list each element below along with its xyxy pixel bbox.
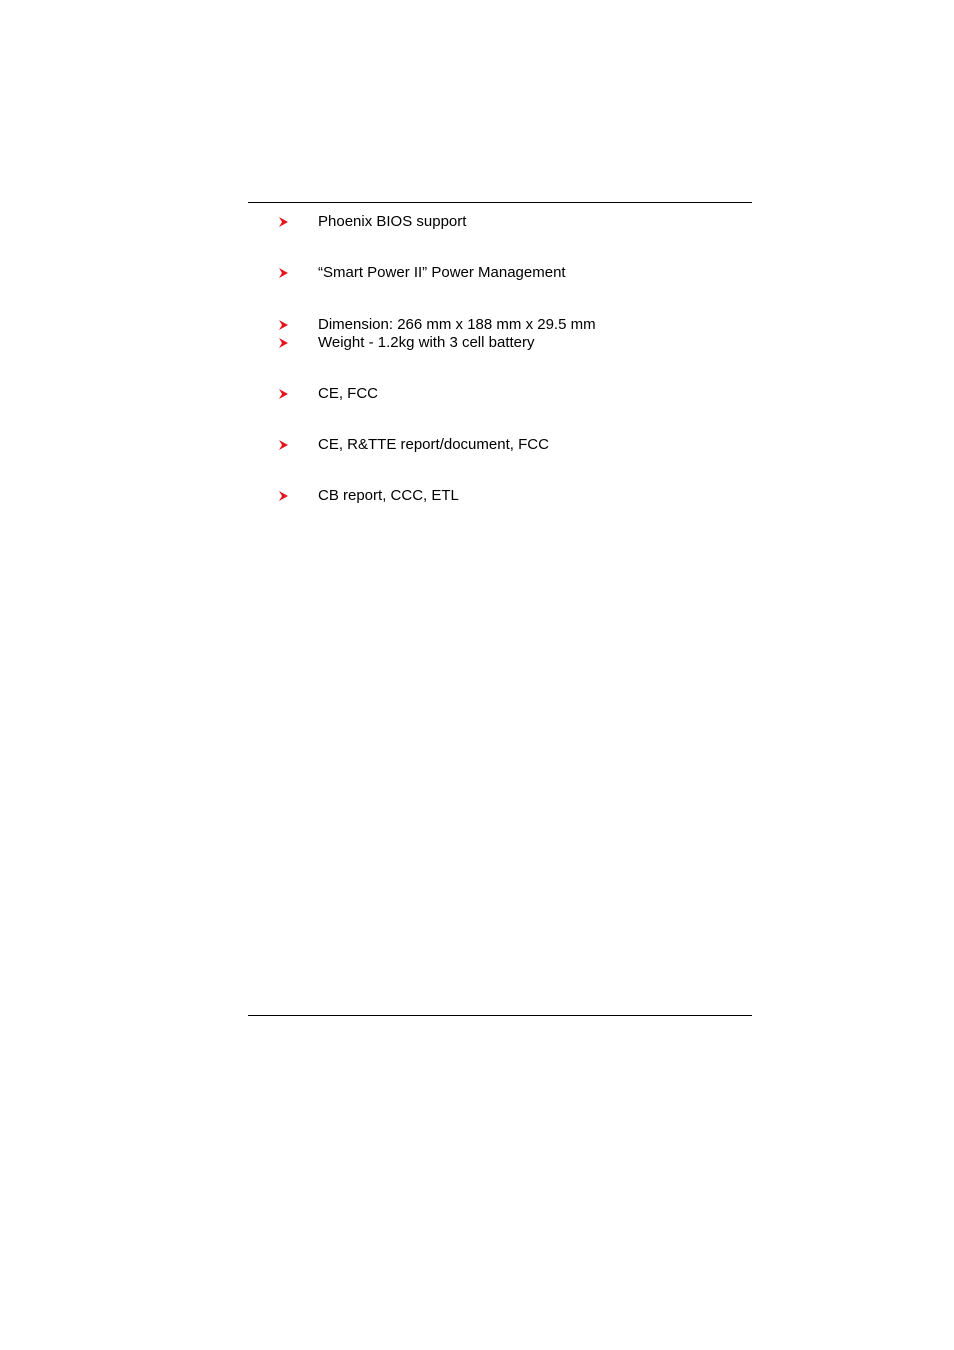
arrow-bullet-icon (276, 266, 290, 280)
list-item (276, 315, 596, 335)
arrow-bullet-icon (276, 387, 290, 401)
arrow-bullet-icon (276, 336, 290, 350)
arrow-bullet-icon (276, 318, 290, 332)
list-item-label: CB report, CCC, ETL (318, 487, 459, 504)
list-item-label: CE, R&TTE report/document, FCC (318, 436, 549, 453)
arrow-bullet-icon (276, 489, 290, 503)
list-item-label: Dimension: 266 mm x 188 mm x 29.5 mm (318, 316, 596, 333)
list-item (276, 384, 378, 404)
list-item-label: “Smart Power II” Power Management (318, 264, 566, 281)
list-item (276, 333, 535, 353)
bottom-divider (248, 1015, 752, 1016)
list-item-label: Phoenix BIOS support (318, 213, 467, 230)
list-item (276, 486, 459, 506)
arrow-bullet-icon (276, 438, 290, 452)
arrow-bullet-icon (276, 215, 290, 229)
list-item (276, 212, 466, 232)
list-item-label: Weight - 1.2kg with 3 cell battery (318, 334, 535, 351)
list-item (276, 263, 566, 283)
list-item (276, 435, 549, 455)
list-item-label: CE, FCC (318, 385, 378, 402)
top-divider (248, 202, 752, 203)
